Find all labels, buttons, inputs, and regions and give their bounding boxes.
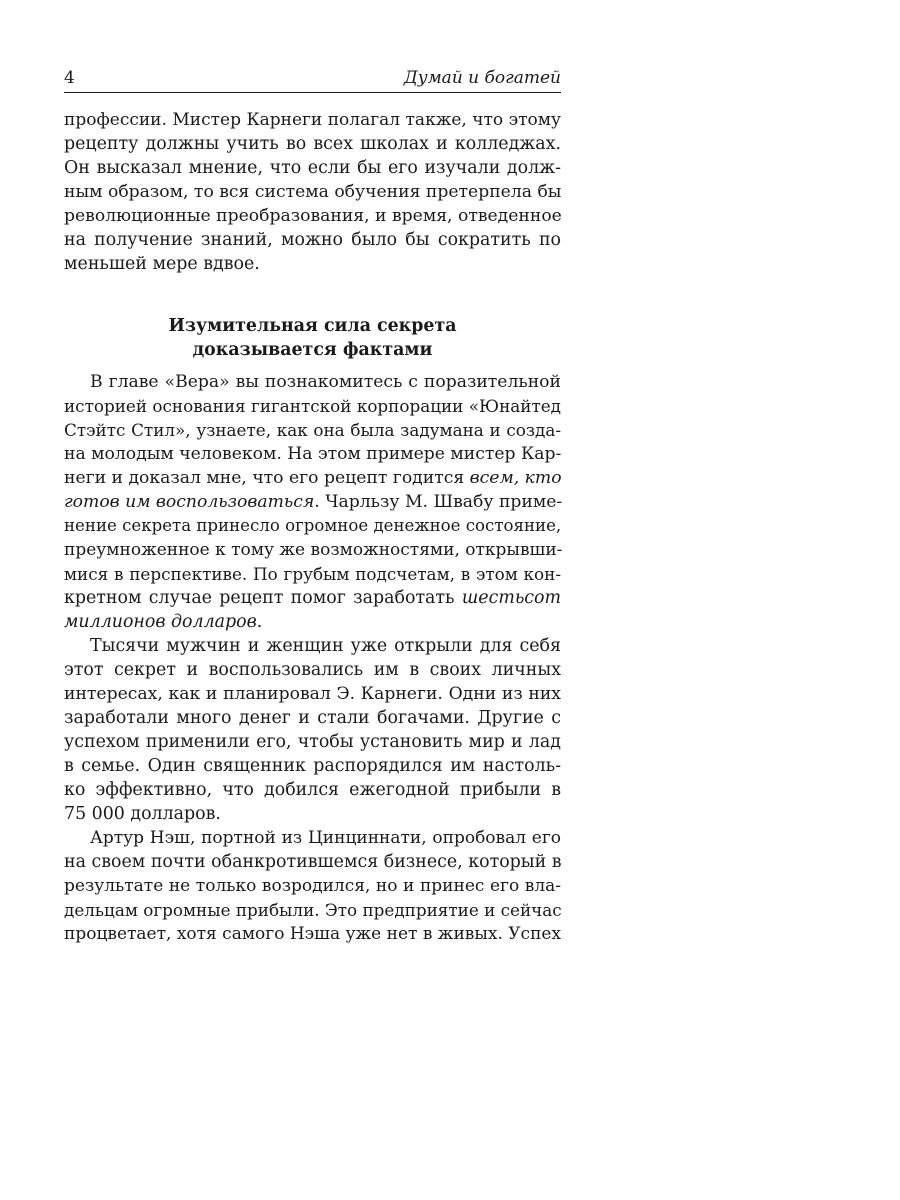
text-line: [64, 466, 561, 490]
text-line: мися в перспективе. По грубым подсчетам, в этом кон-: [64, 564, 561, 584]
running-header: [64, 66, 561, 93]
text-line: этот секрет и воспользовались им в своих личных: [64, 660, 561, 680]
text-line: ко эффективно, что добился ежегодной прибыли в: [64, 780, 561, 800]
page-number: 4: [64, 68, 75, 88]
text-line: Стэйтс Стил», узнаете, как она была задумана и созда-: [64, 420, 561, 440]
text-line: интересах, как и планировал Э. Карнеги. Одни из них: [64, 684, 561, 704]
text-line: революционные преобразования, и время, отведенное: [64, 206, 562, 226]
text-run: .: [256, 612, 263, 632]
text-line: Тысячи мужчин и женщин уже открыли для себя: [90, 636, 561, 656]
text-line: [64, 586, 561, 610]
text-line: преумноженное к тому же возможностями, открывши-: [64, 540, 563, 560]
text-line: Он высказал мнение, что если бы его изучали долж-: [64, 158, 561, 178]
text-line: успехом применили его, чтобы установить мир и лад: [64, 732, 561, 752]
text-line: профессии. Мистер Карнеги полагал также, что этому: [64, 110, 561, 130]
section-heading-line: доказывается фактами: [192, 340, 433, 360]
text-line: дельцам огромные прибыли. Это предприятие и сейчас: [64, 900, 562, 920]
text-line: на получение знаний, можно было бы сократить по: [64, 230, 561, 250]
italic-text-run: миллионов долларов: [64, 612, 257, 632]
text-line: результате не только возродился, но и принес его вла-: [64, 876, 561, 896]
italic-text-run: готов им воспользоваться: [64, 492, 315, 512]
text-line: рецепту должны учить во всех школах и колледжах.: [64, 134, 561, 154]
italic-text-run: шестьсот: [461, 588, 561, 608]
running-title: Думай и богатей: [403, 68, 561, 88]
text-line: на своем почти обанкротившемся бизнесе, который в: [64, 852, 562, 872]
text-run: неги и доказал мне, что его рецепт годится: [64, 468, 470, 488]
italic-text-run: всем, кто: [469, 468, 562, 488]
text-line: на молодым человеком. На этом примере мистер Кар-: [64, 444, 562, 464]
text-line: заработали много денег и стали богачами. Другие с: [64, 708, 561, 728]
text-run: кретном случае рецепт помог заработать: [64, 588, 462, 608]
text-line: процветает, хотя самого Нэша уже нет в живых. Успех: [64, 924, 562, 944]
text-line: Артур Нэш, портной из Цинциннати, опробовал его: [90, 828, 561, 848]
text-line: [64, 610, 561, 634]
text-line: ным образом, то вся система обучения претерпела бы: [64, 182, 562, 202]
text-line: [64, 490, 561, 514]
text-line: историей основания гигантской корпорации «Юнайтед: [64, 396, 561, 416]
text-line: в семье. Один священник распорядился им настоль-: [64, 756, 561, 776]
text-line: В главе «Вера» вы познакомитесь с поразительной: [90, 372, 561, 392]
text-line: меньшей мере вдвое.: [64, 254, 260, 274]
section-heading-line: Изумительная сила секрета: [168, 316, 457, 336]
text-run: . Чарльзу М. Швабу приме-: [314, 492, 563, 512]
text-line: нение секрета принесло огромное денежное состояние,: [64, 516, 562, 535]
text-line: 75 000 долларов.: [64, 804, 221, 824]
